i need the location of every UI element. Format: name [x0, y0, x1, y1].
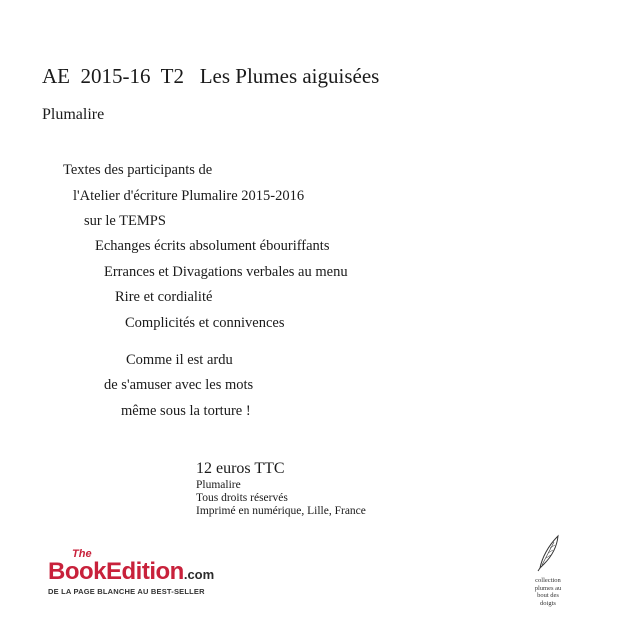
collection-mark	[524, 532, 572, 607]
imprint-publisher: Plumalire	[196, 479, 241, 491]
body-line: Rire et cordialité	[115, 289, 213, 305]
body-line: même sous la torture !	[121, 403, 251, 419]
collection-line: plumes au	[534, 584, 562, 592]
body-line: Errances et Divagations verbales au menu	[104, 264, 348, 280]
book-title-line	[42, 64, 379, 89]
collection-line: collection	[535, 577, 561, 584]
collection-text	[524, 577, 572, 607]
imprint-printed: Imprimé en numérique, Lille, France	[196, 505, 366, 517]
body-line: Comme il est ardu	[126, 352, 233, 368]
volume-number: T2	[160, 64, 184, 88]
collection-line: doigts	[540, 599, 556, 607]
body-line: sur le TEMPS	[84, 213, 166, 229]
bookedition-logo	[48, 548, 215, 596]
body-line: Complicités et connivences	[125, 315, 285, 331]
logo-name: BookEdition	[48, 558, 184, 585]
logo-tagline: DE LA PAGE BLANCHE AU BEST-SELLER	[48, 587, 205, 596]
quill-icon	[524, 532, 572, 572]
author: Plumalire	[42, 106, 105, 123]
logo-the: The	[72, 548, 92, 560]
book-title: Les Plumes aiguisées	[199, 64, 380, 88]
collection-line: bout des	[537, 592, 559, 599]
series-code: AE	[42, 64, 70, 88]
body-line: Textes des participants de	[63, 162, 213, 178]
series-years: 2015-16	[80, 64, 151, 88]
logo-suffix: .com	[183, 567, 215, 582]
price: 12 euros TTC	[196, 460, 285, 477]
logo-brand	[48, 558, 214, 586]
body-line: de s'amuser avec les mots	[104, 377, 254, 393]
body-line: Echanges écrits absolument ébouriffants	[95, 238, 330, 254]
body-line: l'Atelier d'écriture Plumalire 2015-2016	[73, 188, 305, 204]
imprint-rights: Tous droits réservés	[196, 492, 288, 504]
